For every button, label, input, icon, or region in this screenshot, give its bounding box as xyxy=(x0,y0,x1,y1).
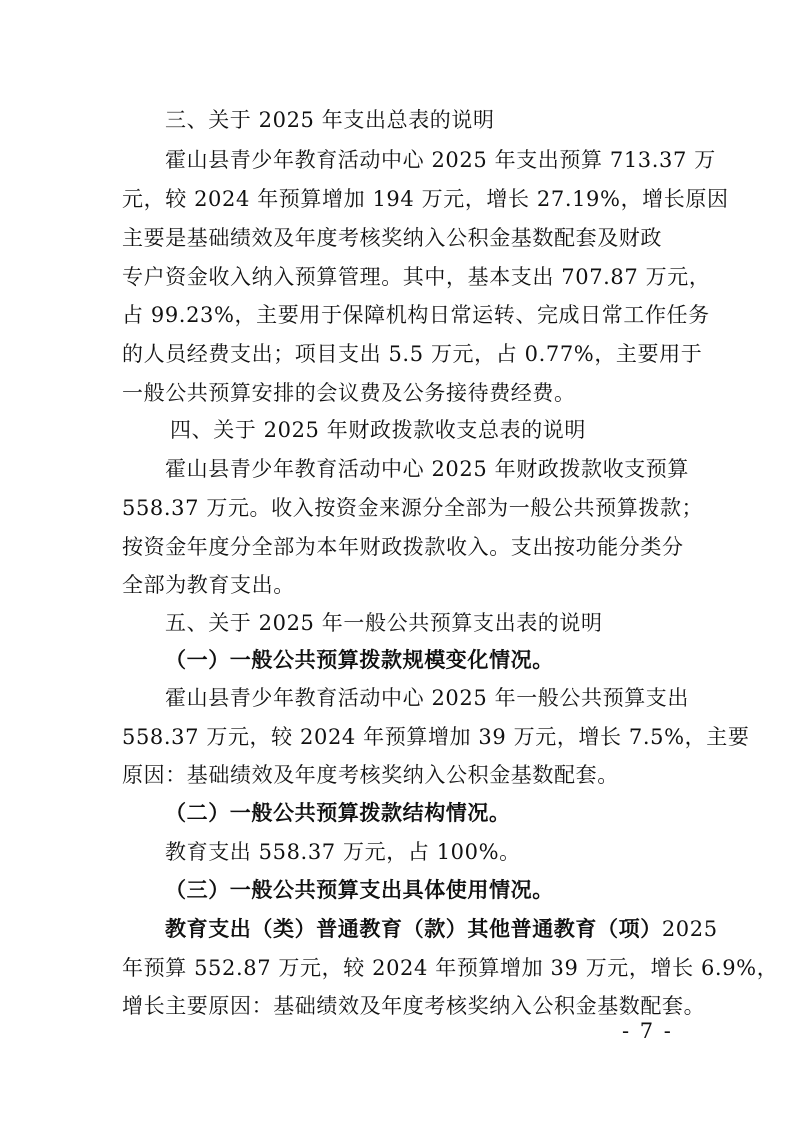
paragraph-line: 主要是基础绩效及年度考核奖纳入公积金基数配套及财政 xyxy=(122,226,662,250)
section-heading-3: 三、关于 2025 年支出总表的说明 xyxy=(165,108,495,132)
paragraph-line: 霍山县青少年教育活动中心 2025 年一般公共预算支出 xyxy=(165,686,689,710)
paragraph-line: 按资金年度分全部为本年财政拨款收入。支出按功能分类分 xyxy=(122,535,684,559)
subheading-2: （二）一般公共预算拨款结构情况。 xyxy=(165,800,511,825)
paragraph-line-mixed xyxy=(165,915,718,943)
paragraph-line: 年预算 552.87 万元，较 2024 年预算增加 39 万元，增长 6.9%， xyxy=(122,956,779,980)
subheading-1: （一）一般公共预算拨款规模变化情况。 xyxy=(165,647,554,672)
paragraph-line: 占 99.23%，主要用于保障机构日常运转、完成日常工作任务 xyxy=(122,303,710,327)
section-heading-5: 五、关于 2025 年一般公共预算支出表的说明 xyxy=(165,611,603,635)
paragraph-line: 专户资金收入纳入预算管理。其中，基本支出 707.87 万元， xyxy=(122,265,711,289)
paragraph-line: 全部为教育支出。 xyxy=(122,573,295,597)
paragraph-line: 霍山县青少年教育活动中心 2025 年支出预算 713.37 万 xyxy=(165,148,716,172)
paragraph-line: 558.37 万元，较 2024 年预算增加 39 万元，增长 7.5%，主要 xyxy=(122,725,750,749)
paragraph-line: 教育支出 558.37 万元，占 100%。 xyxy=(165,840,521,864)
paragraph-line: 一般公共预算安排的会议费及公务接待费经费。 xyxy=(122,381,576,405)
paragraph-line: 元，较 2024 年预算增加 194 万元，增长 27.19%，增长原因 xyxy=(122,187,729,211)
paragraph-line: 558.37 万元。收入按资金来源分全部为一般公共预算拨款； xyxy=(122,496,704,520)
year-text: 2025 xyxy=(661,917,718,941)
page-number: - 7 - xyxy=(622,1019,673,1043)
section-heading-4: 四、关于 2025 年财政拨款收支总表的说明 xyxy=(170,418,586,442)
paragraph-line: 增长主要原因：基础绩效及年度考核奖纳入公积金基数配套。 xyxy=(122,994,706,1018)
subheading-3: （三）一般公共预算支出具体使用情况。 xyxy=(165,877,554,902)
bold-classification: 教育支出（类）普通教育（款）其他普通教育（项） xyxy=(165,916,662,941)
paragraph-line: 霍山县青少年教育活动中心 2025 年财政拨款收支预算 xyxy=(165,457,689,481)
paragraph-line: 的人员经费支出；项目支出 5.5 万元，占 0.77%，主要用于 xyxy=(122,342,703,366)
paragraph-line: 原因：基础绩效及年度考核奖纳入公积金基数配套。 xyxy=(122,763,619,787)
